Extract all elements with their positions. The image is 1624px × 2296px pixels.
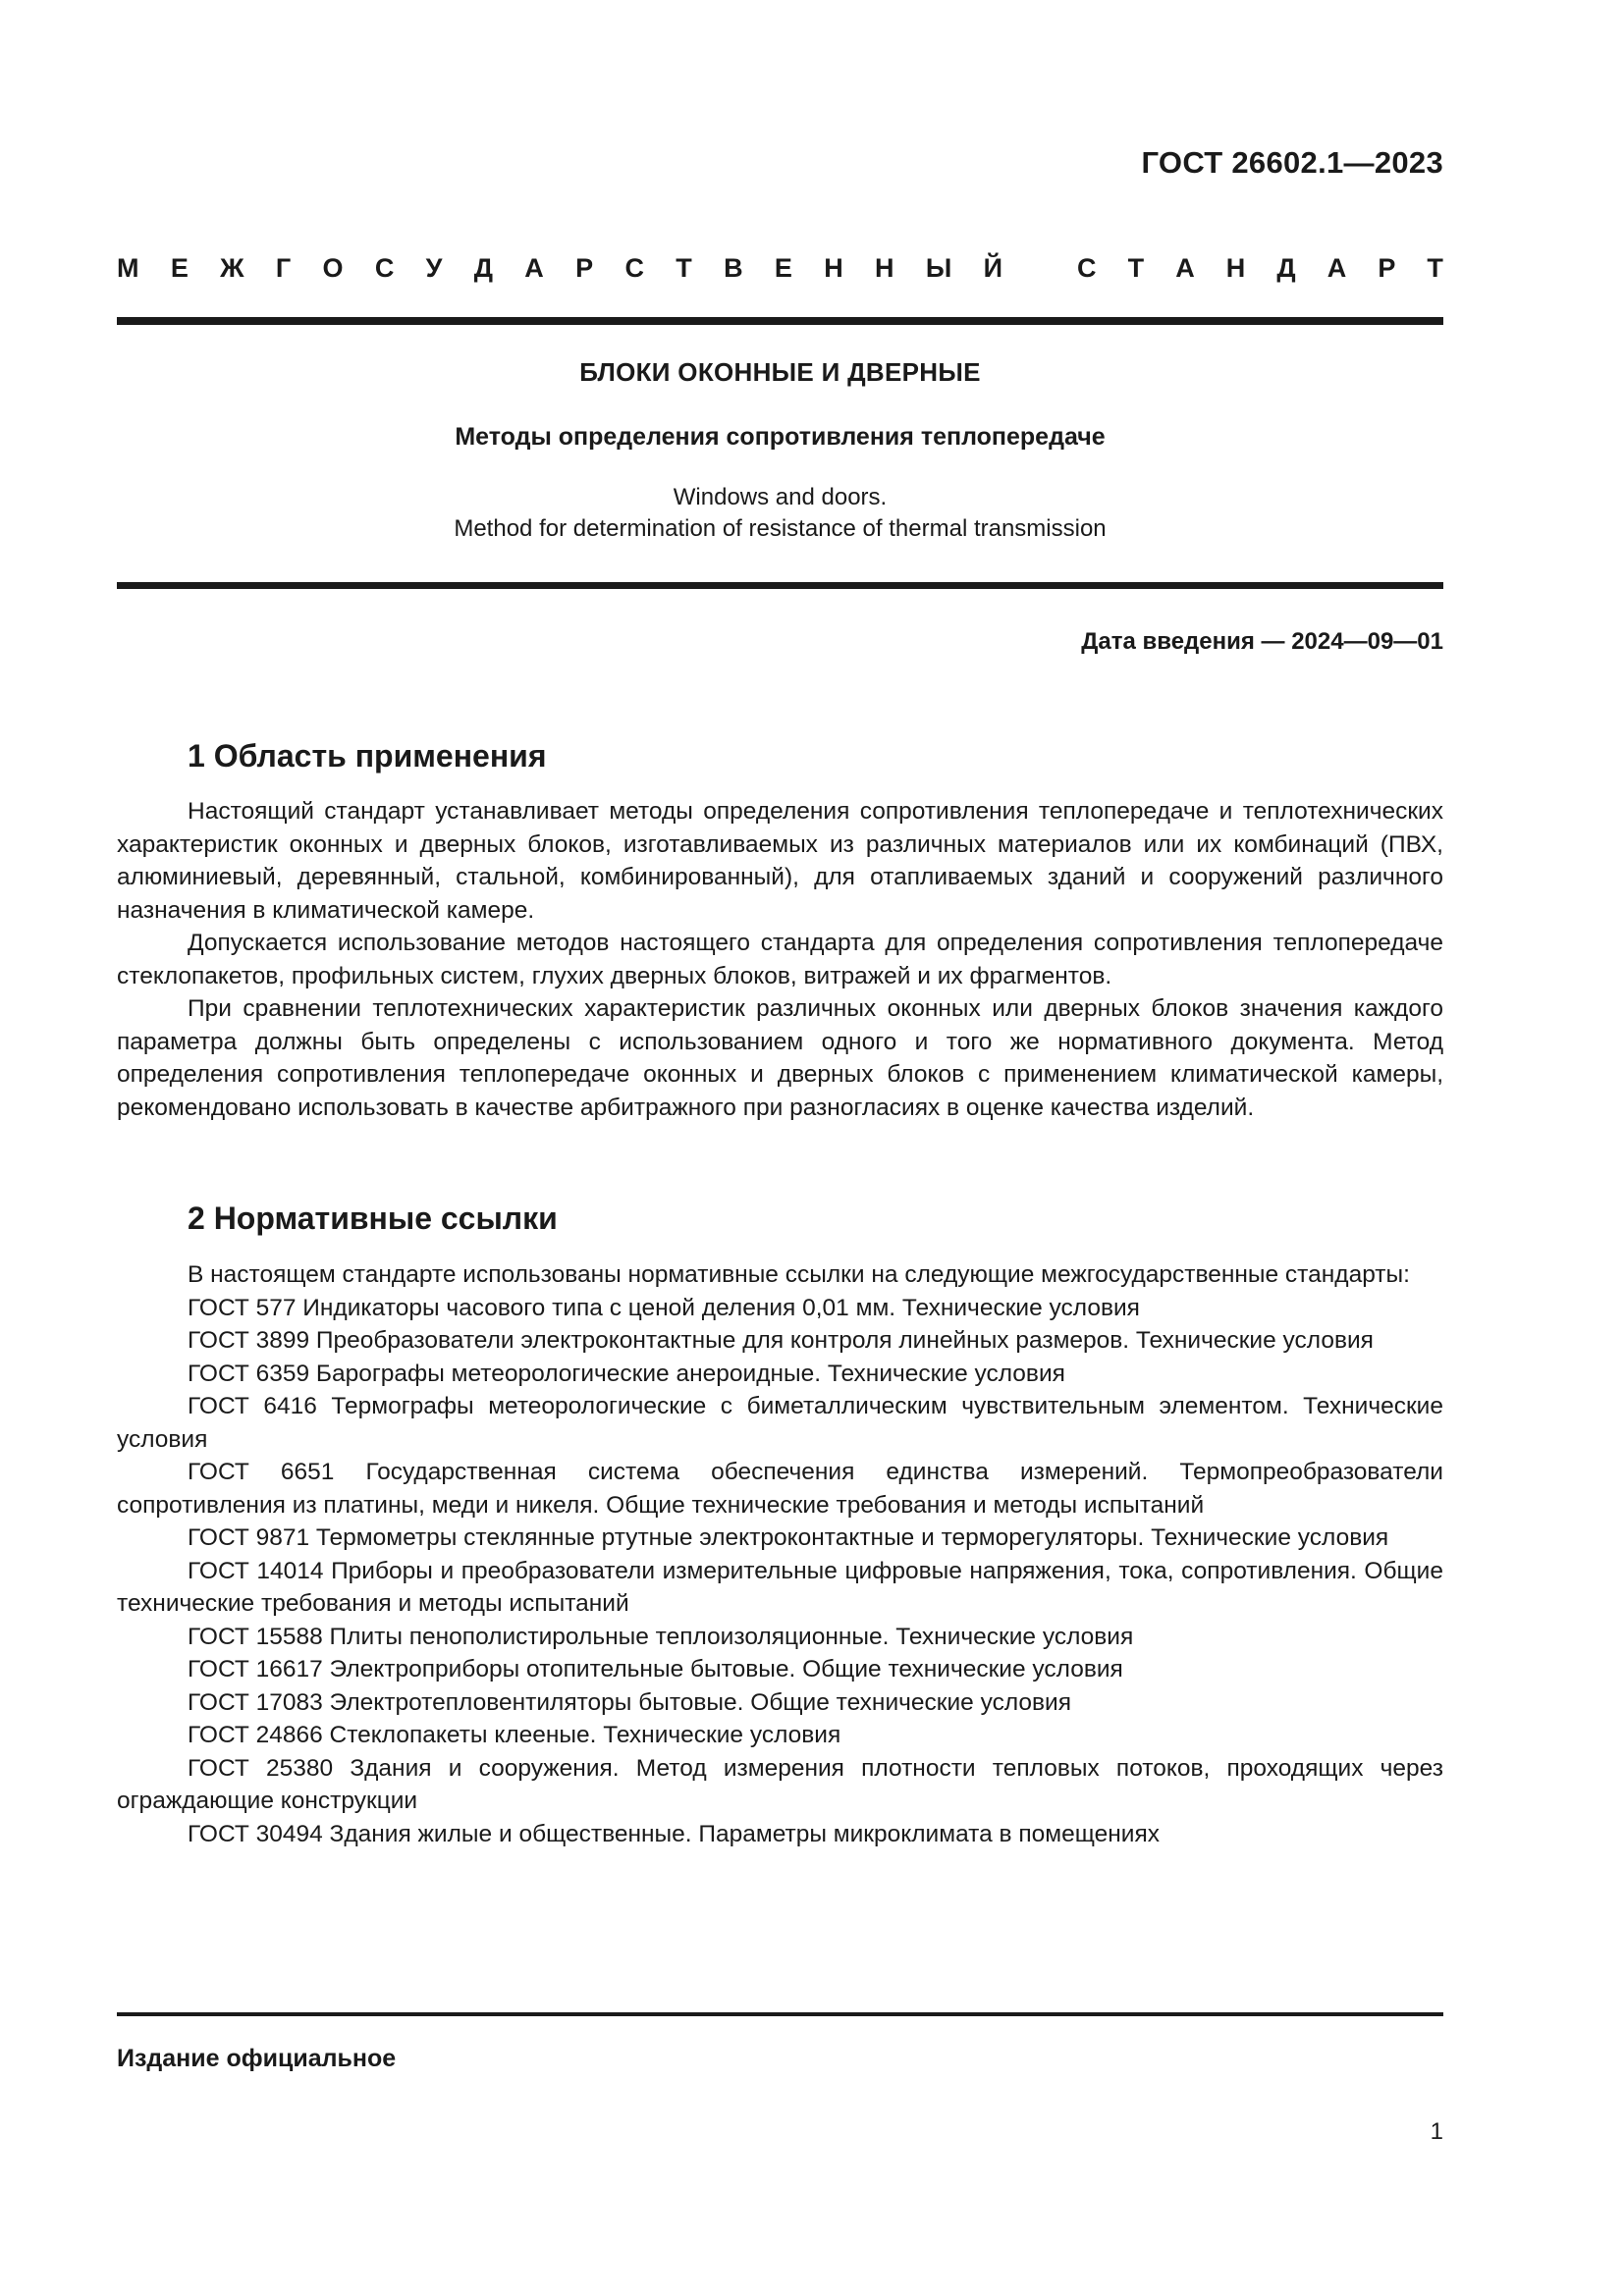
paragraph: Допускается использование методов настоящего стандарта для определения сопротивления теплопередаче стеклопакетов, профильных систем, глухих дверных блоков, витражей и их фрагментов. [117, 930, 1443, 989]
banner-letter: А [524, 253, 544, 283]
banner-letter: С [1077, 253, 1097, 283]
document-code: ГОСТ 26602.1—2023 [1141, 145, 1443, 180]
reference-list [117, 1292, 1443, 1851]
reference-item: ГОСТ 15588 Плиты пенополистирольные теплоизоляционные. Технические условия [188, 1623, 1134, 1650]
banner-letter: У [425, 253, 443, 283]
english-title-line-1: Windows and doors. [673, 484, 888, 510]
section-body-normative-references [117, 1258, 1443, 1850]
reference-item: ГОСТ 30494 Здания жилые и общественные. Параметры микроклимата в помещениях [188, 1820, 1160, 1847]
banner-letter: А [1326, 253, 1347, 283]
banner-letter: Й [983, 253, 1002, 283]
banner-letter: О [322, 253, 344, 283]
reference-item: ГОСТ 6651 Государственная система обеспечения единства измерений. Термопреобразователи сопротивления из платины, меди и никеля. Общие технические требования и методы испытаний [117, 1459, 1443, 1519]
page-number: 1 [1430, 2118, 1443, 2145]
banner-letter: А [1175, 253, 1195, 283]
banner-letter: Ы [925, 253, 952, 283]
top-divider [117, 317, 1443, 325]
reference-item: ГОСТ 24866 Стеклопакеты клееные. Технические условия [188, 1722, 841, 1748]
banner-letter: В [724, 253, 743, 283]
banner-letter: Р [1378, 253, 1396, 283]
banner-letter: Р [575, 253, 594, 283]
banner-letter: Т [1127, 253, 1145, 283]
banner-letter: С [624, 253, 644, 283]
english-title-line-2: Method for determination of resistance of thermal transmission [454, 515, 1107, 542]
introduction-date: Дата введения — 2024—09—01 [1081, 628, 1443, 655]
reference-item: ГОСТ 6359 Барографы метеорологические анероидные. Технические условия [188, 1360, 1065, 1387]
title-divider [117, 582, 1443, 589]
banner-letter: Г [275, 253, 292, 283]
standard-type-word-interstate [117, 253, 1002, 284]
banner-letter: Н [875, 253, 894, 283]
edition-label: Издание официальное [117, 2045, 397, 2072]
banner-letter: С [374, 253, 395, 283]
banner-letter: Д [473, 253, 493, 283]
paragraph: При сравнении теплотехнических характеристик различных оконных или дверных блоков значения каждого параметра должны быть определены с использованием одного и того же нормативного документа. Метод определения сопротивления теплопередаче оконных и дверных блоков с применением климатической камеры, рекомендовано использовать в качестве арбитражного при разногласиях в оценке качества изделий. [117, 995, 1443, 1121]
banner-letter: М [117, 253, 139, 283]
reference-item: ГОСТ 577 Индикаторы часового типа с ценой деления 0,01 мм. Технические условия [188, 1294, 1140, 1321]
reference-item: ГОСТ 14014 Приборы и преобразователи измерительные цифровые напряжения, тока, сопротивления. Общие технические требования и методы испытаний [117, 1557, 1443, 1617]
document-title: БЛОКИ ОКОННЫЕ И ДВЕРНЫЕ [579, 357, 981, 387]
section-heading-normative-references: 2 Нормативные ссылки [188, 1201, 558, 1236]
section-body-scope [117, 795, 1443, 1124]
banner-letter: Ж [220, 253, 244, 283]
banner-letter: Т [1427, 253, 1443, 283]
banner-letter: Н [824, 253, 843, 283]
reference-item: ГОСТ 16617 Электроприборы отопительные бытовые. Общие технические условия [188, 1656, 1123, 1682]
standard-type-banner [117, 253, 1443, 284]
paragraph: Настоящий стандарт устанавливает методы определения сопротивления теплопередаче и теплотехнических характеристик оконных и дверных блоков, изготавливаемых из различных материалов или их комбинаций (ПВХ, алюминиевый, деревянный, стальной, комбинированный), для отапливаемых зданий и сооружений различного назначения в климатической камере. [117, 798, 1443, 924]
footer-divider [117, 2012, 1443, 2016]
reference-item: ГОСТ 25380 Здания и сооружения. Метод измерения плотности тепловых потоков, проходящих через ограждающие конструкции [117, 1754, 1443, 1814]
reference-item: ГОСТ 6416 Термографы метеорологические с биметаллическим чувствительным элементом. Технические условия [117, 1393, 1443, 1453]
banner-letter: Д [1276, 253, 1296, 283]
document-subtitle: Методы определения сопротивления теплопередаче [455, 423, 1106, 451]
reference-item: ГОСТ 3899 Преобразователи электроконтактные для контроля линейных размеров. Технические условия [188, 1327, 1374, 1354]
standard-type-word-standard [1077, 253, 1443, 284]
banner-letter: Е [774, 253, 792, 283]
section-heading-scope: 1 Область применения [188, 738, 547, 774]
reference-item: ГОСТ 17083 Электротепловентиляторы бытовые. Общие технические условия [188, 1688, 1072, 1716]
english-title [117, 482, 1443, 545]
references-intro: В настоящем стандарте использованы нормативные ссылки на следующие межгосударственные стандарты: [188, 1261, 1410, 1288]
banner-letter: Е [170, 253, 189, 283]
reference-item: ГОСТ 9871 Термометры стеклянные ртутные электроконтактные и терморегуляторы. Технические условия [188, 1524, 1389, 1551]
banner-letter: Т [676, 253, 692, 283]
banner-letter: Н [1225, 253, 1246, 283]
